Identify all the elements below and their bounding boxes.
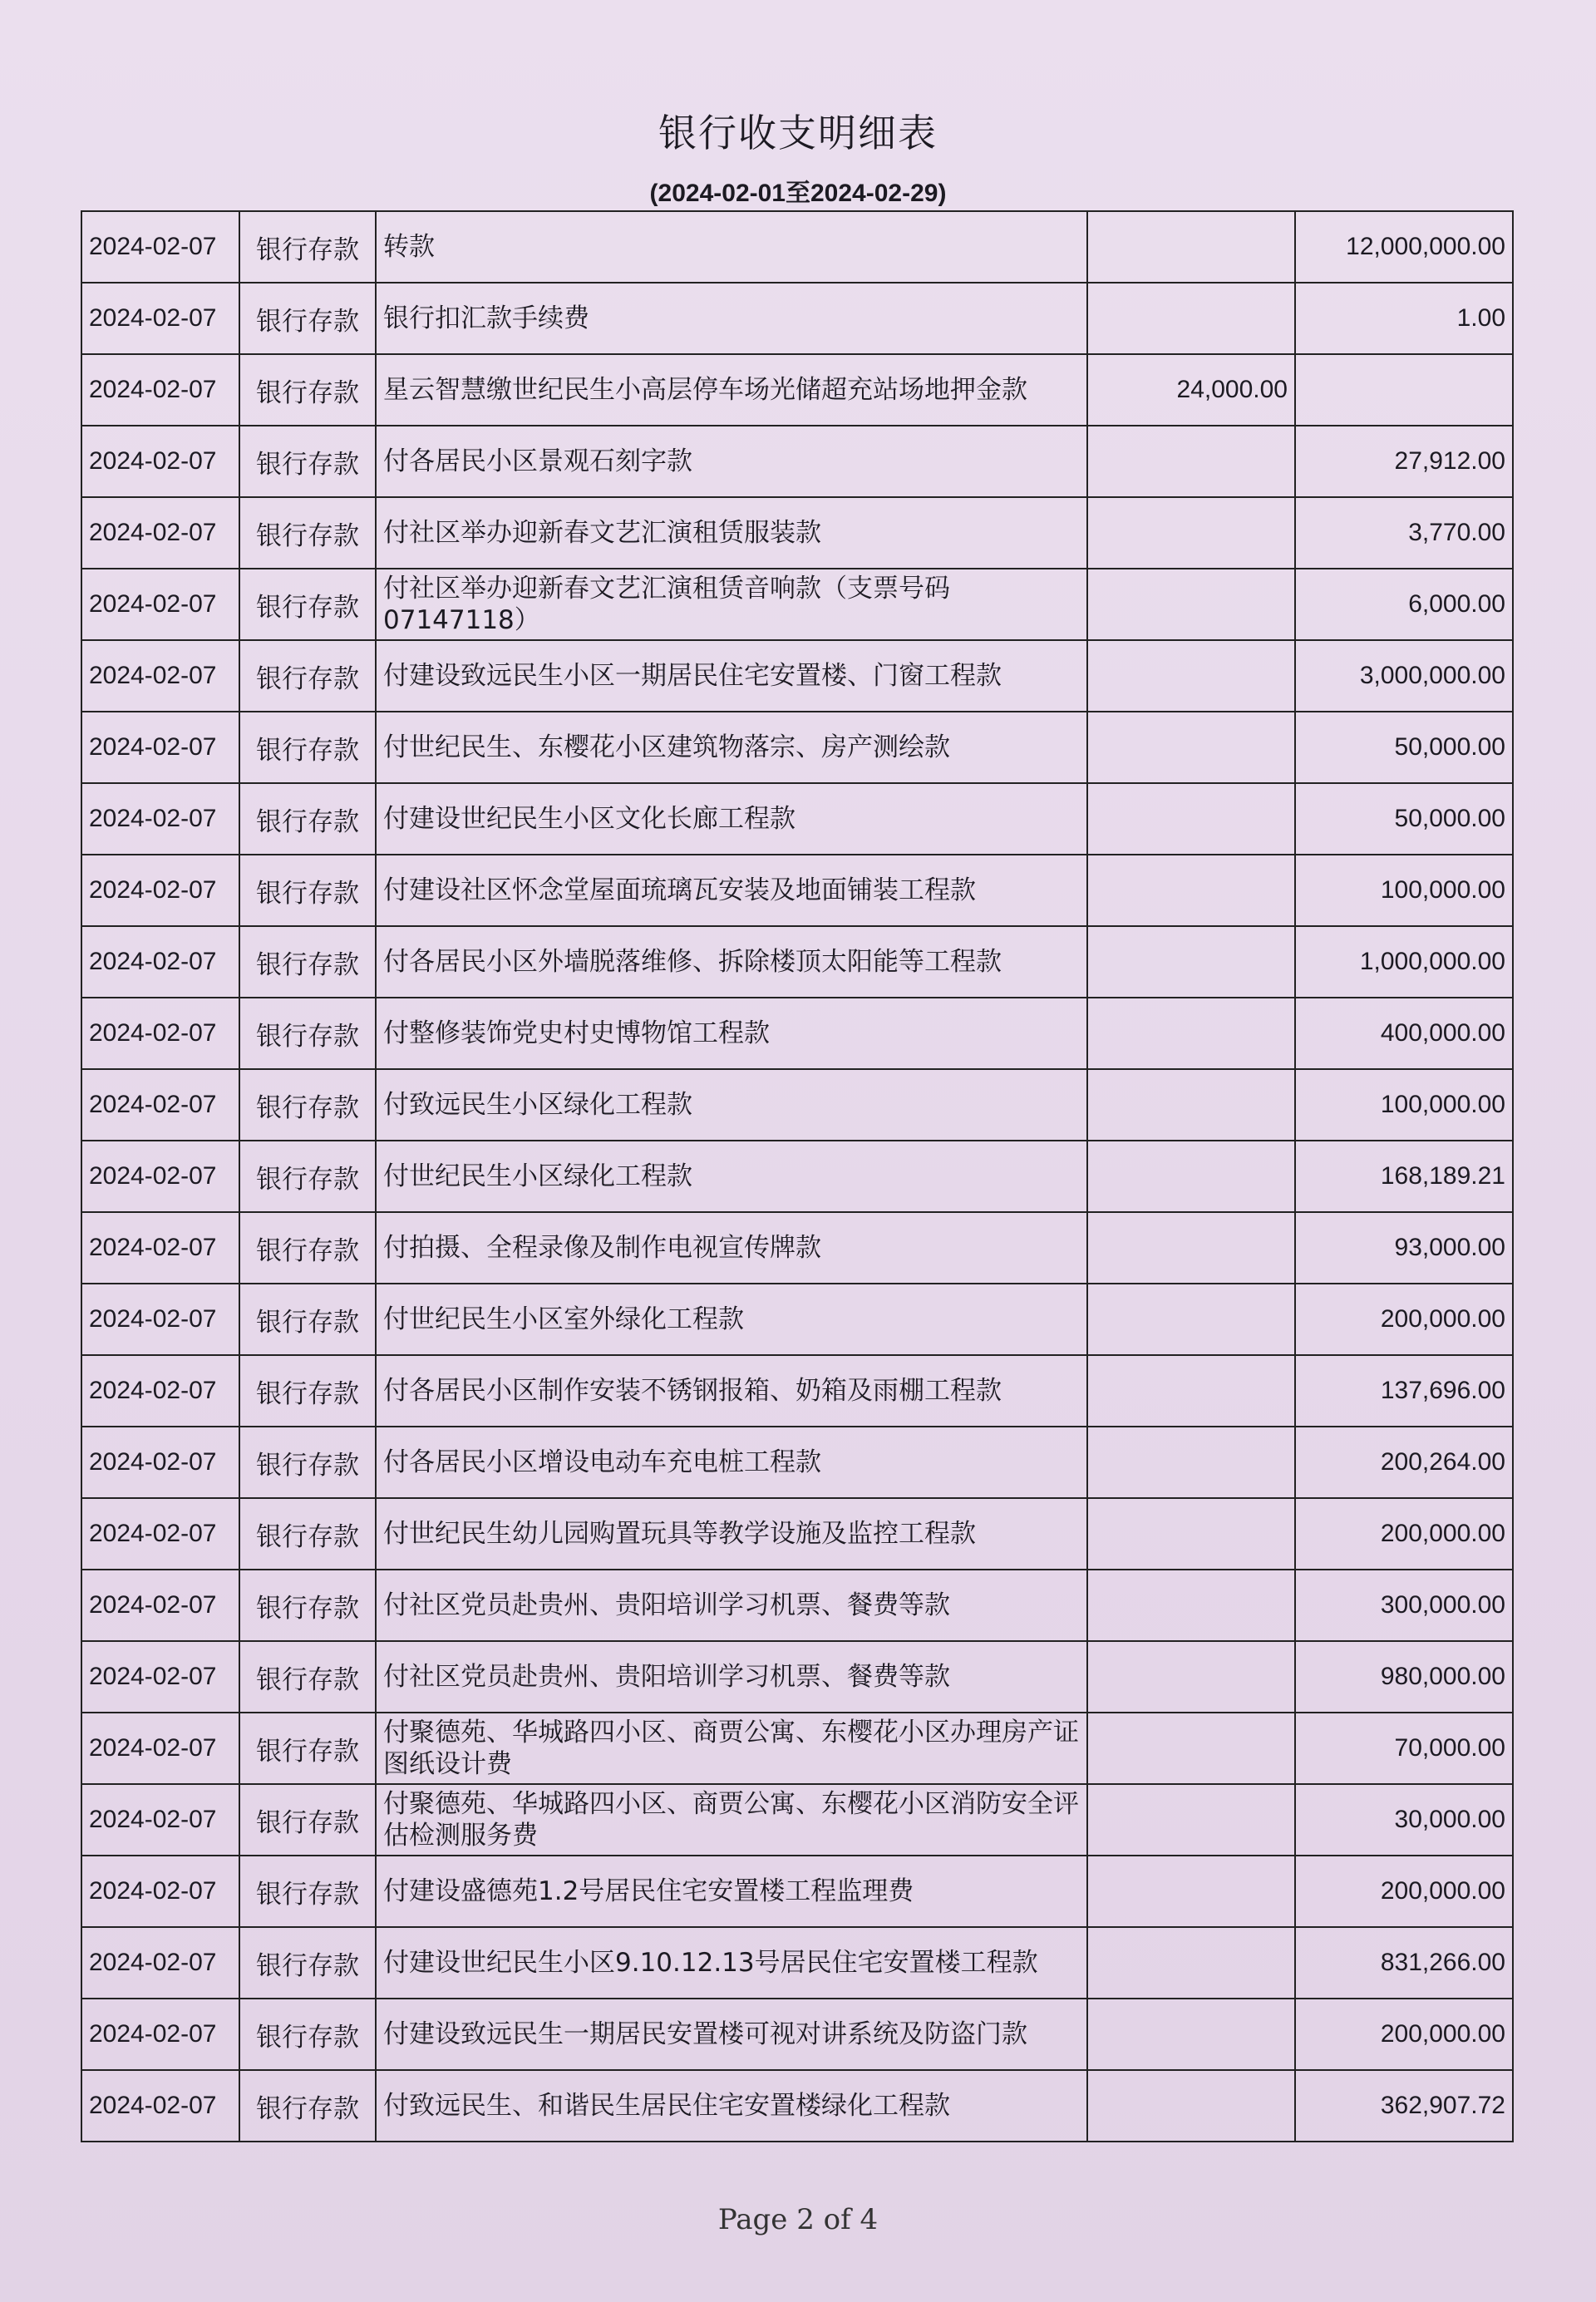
cell-description: 付各居民小区景观石刻字款 [376,426,1087,497]
cell-credit-amount: 137,696.00 [1295,1355,1513,1427]
table-row [81,1927,1513,1999]
cell-date: 2024-02-07 [81,211,239,283]
cell-credit-amount: 50,000.00 [1295,712,1513,783]
table-row [81,1498,1513,1570]
page-number: Page 2 of 4 [717,2203,879,2236]
cell-debit-amount [1087,426,1295,497]
cell-date: 2024-02-07 [81,712,239,783]
cell-credit-amount: 980,000.00 [1295,1641,1513,1713]
cell-date: 2024-02-07 [81,1212,239,1284]
cell-account: 银行存款 [239,1570,376,1641]
cell-account: 银行存款 [239,354,376,426]
cell-debit-amount: 24,000.00 [1087,354,1295,426]
cell-date: 2024-02-07 [81,1427,239,1498]
cell-credit-amount: 6,000.00 [1295,569,1513,640]
cell-credit-amount: 200,264.00 [1295,1427,1513,1498]
cell-account: 银行存款 [239,1713,376,1784]
cell-date: 2024-02-07 [81,926,239,998]
cell-date: 2024-02-07 [81,1284,239,1355]
cell-description: 付各居民小区增设电动车充电桩工程款 [376,1427,1087,1498]
date-range: (2024-02-01至2024-02-29) [649,180,947,207]
cell-debit-amount [1087,1284,1295,1355]
cell-credit-amount: 50,000.00 [1295,783,1513,855]
cell-description: 付建设致远民生一期居民安置楼可视对讲系统及防盗门款 [376,1999,1087,2070]
cell-date: 2024-02-07 [81,855,239,926]
table-row [81,1284,1513,1355]
table-row [81,1570,1513,1641]
cell-credit-amount: 3,000,000.00 [1295,640,1513,712]
cell-date: 2024-02-07 [81,569,239,640]
cell-debit-amount [1087,1641,1295,1713]
cell-description: 付建设盛德苑1.2号居民住宅安置楼工程监理费 [376,1856,1087,1927]
cell-credit-amount: 70,000.00 [1295,1713,1513,1784]
cell-date: 2024-02-07 [81,354,239,426]
cell-account: 银行存款 [239,1284,376,1355]
cell-description: 付建设世纪民生小区9.10.12.13号居民住宅安置楼工程款 [376,1927,1087,1999]
table-row [81,1141,1513,1212]
cell-date: 2024-02-07 [81,1570,239,1641]
cell-description: 付世纪民生幼儿园购置玩具等教学设施及监控工程款 [376,1498,1087,1570]
cell-account: 银行存款 [239,998,376,1069]
cell-debit-amount [1087,998,1295,1069]
cell-debit-amount [1087,783,1295,855]
cell-credit-amount: 27,912.00 [1295,426,1513,497]
table-row [81,1784,1513,1856]
table-row [81,569,1513,640]
cell-account: 银行存款 [239,855,376,926]
cell-date: 2024-02-07 [81,998,239,1069]
cell-date: 2024-02-07 [81,497,239,569]
cell-account: 银行存款 [239,783,376,855]
cell-credit-amount: 200,000.00 [1295,1999,1513,2070]
cell-debit-amount [1087,1141,1295,1212]
cell-credit-amount: 93,000.00 [1295,1212,1513,1284]
cell-description: 付建设世纪民生小区文化长廊工程款 [376,783,1087,855]
table-row [81,1999,1513,2070]
cell-account: 银行存款 [239,211,376,283]
cell-debit-amount [1087,283,1295,354]
cell-account: 银行存款 [239,2070,376,2142]
cell-debit-amount [1087,855,1295,926]
cell-account: 银行存款 [239,283,376,354]
cell-account: 银行存款 [239,426,376,497]
table-row [81,1641,1513,1713]
cell-description: 付建设致远民生小区一期居民住宅安置楼、门窗工程款 [376,640,1087,712]
cell-account: 银行存款 [239,712,376,783]
cell-description: 付世纪民生、东樱花小区建筑物落宗、房产测绘款 [376,712,1087,783]
table-row [81,497,1513,569]
cell-account: 银行存款 [239,1927,376,1999]
cell-debit-amount [1087,712,1295,783]
table-row [81,211,1513,283]
cell-debit-amount [1087,2070,1295,2142]
cell-debit-amount [1087,497,1295,569]
cell-account: 银行存款 [239,1999,376,2070]
cell-date: 2024-02-07 [81,1141,239,1212]
cell-description: 星云智慧缴世纪民生小高层停车场光储超充站场地押金款 [376,354,1087,426]
table-row [81,283,1513,354]
cell-date: 2024-02-07 [81,1784,239,1856]
cell-description: 付世纪民生小区绿化工程款 [376,1141,1087,1212]
cell-date: 2024-02-07 [81,1641,239,1713]
cell-credit-amount: 30,000.00 [1295,1784,1513,1856]
cell-description: 付聚德苑、华城路四小区、商贾公寓、东樱花小区消防安全评估检测服务费 [376,1784,1087,1856]
table-row [81,640,1513,712]
cell-description: 银行扣汇款手续费 [376,283,1087,354]
cell-account: 银行存款 [239,1498,376,1570]
cell-credit-amount: 1.00 [1295,283,1513,354]
cell-account: 银行存款 [239,1069,376,1141]
cell-description: 付整修装饰党史村史博物馆工程款 [376,998,1087,1069]
table-row [81,426,1513,497]
cell-debit-amount [1087,1713,1295,1784]
cell-date: 2024-02-07 [81,1927,239,1999]
cell-description: 付拍摄、全程录像及制作电视宣传牌款 [376,1212,1087,1284]
cell-credit-amount: 1,000,000.00 [1295,926,1513,998]
cell-date: 2024-02-07 [81,2070,239,2142]
cell-debit-amount [1087,1427,1295,1498]
cell-description: 付各居民小区外墙脱落维修、拆除楼顶太阳能等工程款 [376,926,1087,998]
cell-debit-amount [1087,1212,1295,1284]
cell-credit-amount: 168,189.21 [1295,1141,1513,1212]
cell-credit-amount: 200,000.00 [1295,1284,1513,1355]
table-row [81,1713,1513,1784]
table-row [81,855,1513,926]
cell-account: 银行存款 [239,1641,376,1713]
cell-description: 付世纪民生小区室外绿化工程款 [376,1284,1087,1355]
table-row [81,1856,1513,1927]
ledger-body [81,211,1513,2142]
cell-description: 付聚德苑、华城路四小区、商贾公寓、东樱花小区办理房产证图纸设计费 [376,1713,1087,1784]
table-row [81,1355,1513,1427]
cell-credit-amount: 831,266.00 [1295,1927,1513,1999]
ledger-table [81,210,1514,2142]
cell-credit-amount: 362,907.72 [1295,2070,1513,2142]
table-row [81,1069,1513,1141]
cell-description: 付致远民生小区绿化工程款 [376,1069,1087,1141]
cell-date: 2024-02-07 [81,1498,239,1570]
cell-credit-amount [1295,354,1513,426]
cell-credit-amount: 100,000.00 [1295,1069,1513,1141]
cell-date: 2024-02-07 [81,1856,239,1927]
table-row [81,1212,1513,1284]
cell-credit-amount: 12,000,000.00 [1295,211,1513,283]
cell-description: 付致远民生、和谐民生居民住宅安置楼绿化工程款 [376,2070,1087,2142]
cell-date: 2024-02-07 [81,1999,239,2070]
cell-account: 银行存款 [239,569,376,640]
cell-credit-amount: 200,000.00 [1295,1856,1513,1927]
table-row [81,354,1513,426]
cell-account: 银行存款 [239,1427,376,1498]
cell-account: 银行存款 [239,497,376,569]
cell-account: 银行存款 [239,926,376,998]
cell-debit-amount [1087,1784,1295,1856]
cell-date: 2024-02-07 [81,783,239,855]
cell-debit-amount [1087,640,1295,712]
cell-debit-amount [1087,1570,1295,1641]
cell-credit-amount: 400,000.00 [1295,998,1513,1069]
cell-description: 转款 [376,211,1087,283]
cell-date: 2024-02-07 [81,1355,239,1427]
cell-debit-amount [1087,1856,1295,1927]
cell-date: 2024-02-07 [81,1713,239,1784]
cell-credit-amount: 200,000.00 [1295,1498,1513,1570]
cell-description: 付社区举办迎新春文艺汇演租赁音响款（支票号码07147118） [376,569,1087,640]
table-row [81,712,1513,783]
cell-account: 银行存款 [239,1212,376,1284]
cell-account: 银行存款 [239,640,376,712]
cell-account: 银行存款 [239,1856,376,1927]
cell-credit-amount: 300,000.00 [1295,1570,1513,1641]
cell-debit-amount [1087,1927,1295,1999]
cell-debit-amount [1087,211,1295,283]
document-title: 银行收支明细表 [658,111,938,155]
cell-debit-amount [1087,1999,1295,2070]
cell-debit-amount [1087,926,1295,998]
cell-date: 2024-02-07 [81,640,239,712]
table-row [81,2070,1513,2142]
cell-debit-amount [1087,1498,1295,1570]
cell-date: 2024-02-07 [81,1069,239,1141]
cell-debit-amount [1087,1069,1295,1141]
table-row [81,998,1513,1069]
cell-description: 付社区党员赴贵州、贵阳培训学习机票、餐费等款 [376,1641,1087,1713]
table-row [81,1427,1513,1498]
cell-date: 2024-02-07 [81,283,239,354]
cell-account: 银行存款 [239,1141,376,1212]
cell-description: 付社区党员赴贵州、贵阳培训学习机票、餐费等款 [376,1570,1087,1641]
cell-description: 付各居民小区制作安装不锈钢报箱、奶箱及雨棚工程款 [376,1355,1087,1427]
cell-account: 银行存款 [239,1784,376,1856]
cell-description: 付社区举办迎新春文艺汇演租赁服装款 [376,497,1087,569]
cell-account: 银行存款 [239,1355,376,1427]
cell-date: 2024-02-07 [81,426,239,497]
cell-debit-amount [1087,569,1295,640]
cell-debit-amount [1087,1355,1295,1427]
cell-description: 付建设社区怀念堂屋面琉璃瓦安装及地面铺装工程款 [376,855,1087,926]
table-row [81,783,1513,855]
table-row [81,926,1513,998]
cell-credit-amount: 100,000.00 [1295,855,1513,926]
cell-credit-amount: 3,770.00 [1295,497,1513,569]
